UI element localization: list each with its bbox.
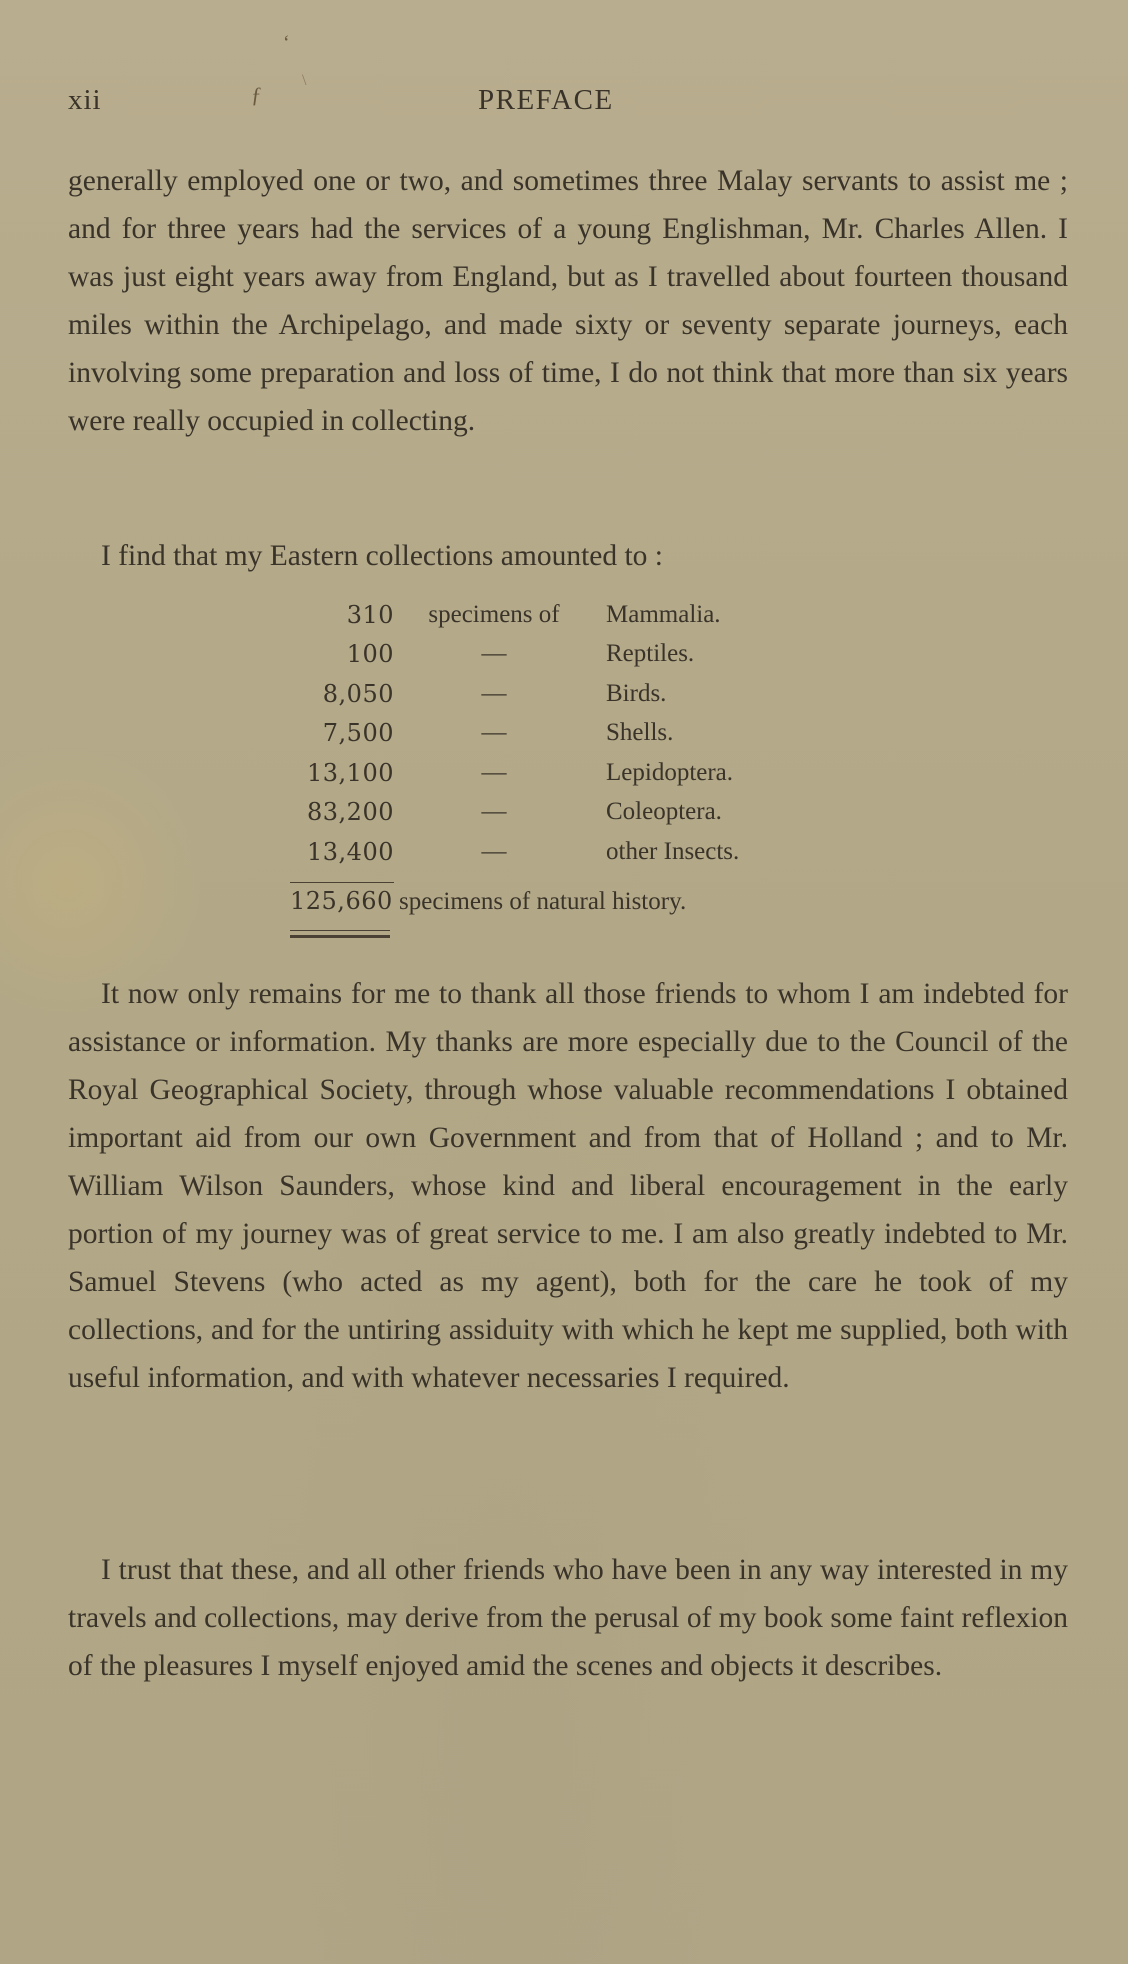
class-cell: Birds. (606, 679, 667, 707)
ink-speck: ‘ (283, 32, 290, 54)
ink-speck: ƒ (251, 82, 262, 107)
count-cell: 8,050 (322, 679, 394, 708)
unit-cell: — (481, 798, 507, 826)
class-cell: Shells. (606, 719, 674, 747)
paragraph-2 (68, 532, 1068, 580)
page-number: xii (68, 84, 102, 116)
paragraph-text: It now only remains for me to thank all those friends to whom I am indebted for assistance or information. My thanks are more especially due to the Council of the Royal Geographical Society, through whose valuable recommendations I obtained important aid from our own Government and from that of Holland ; and to Mr. William Wilson Saunders, whose kind and liberal encouragement in the early portion of my journey was of great service to me. I am also greatly indebted to Mr. Samuel Stevens (who acted as my agent), both for the care he took of my collections, and for the untiring assiduity with which he kept me supplied, both with useful information, and with whatever necessaries I required. (68, 978, 1068, 1394)
class-cell: Lepidoptera. (606, 758, 734, 786)
table-row (270, 635, 739, 675)
table-row (270, 832, 739, 872)
running-title: PREFACE (478, 84, 614, 116)
count-cell: 7,500 (322, 719, 394, 748)
class-cell: Reptiles. (606, 640, 695, 668)
count-cell: 310 (346, 600, 394, 629)
paragraph-text: I trust that these, and all other friends who have been in any way interested in my travels and collections, may derive from the perusal of my book some faint reflexion of the pleasures I myself enjoyed amid the scenes and objects it describes. (68, 1554, 1068, 1682)
table-row (270, 753, 739, 793)
count-cell: 13,100 (307, 758, 394, 787)
double-rule (290, 935, 390, 938)
paragraph-4 (68, 1546, 1068, 1690)
paragraph-text: I find that my Eastern collections amounted to : (101, 540, 663, 572)
class-cell: Mammalia. (606, 600, 721, 628)
unit-cell: — (481, 837, 507, 865)
total-label: specimens of natural history. (399, 888, 687, 915)
ink-speck: \ (302, 72, 307, 89)
unit-cell: — (481, 679, 507, 707)
table-row (270, 595, 739, 635)
table-row (270, 714, 739, 754)
count-cell: 13,400 (307, 837, 394, 866)
count-cell: 83,200 (307, 798, 394, 827)
paragraph-3 (68, 970, 1068, 1402)
total-row (290, 887, 686, 916)
total-count: 125,660 (290, 887, 393, 915)
unit-cell: — (481, 719, 507, 747)
collections-table (270, 595, 739, 872)
class-cell: Coleoptera. (606, 798, 722, 826)
sum-rule (290, 882, 394, 883)
unit-cell: specimens of (428, 600, 560, 628)
count-cell: 100 (346, 640, 394, 669)
paragraph-text: generally employed one or two, and sometimes three Malay servants to assist me ; and for three years had the services of a young Englishman, Mr. Charles Allen. I was just eight years away from England, but as I travelled about fourteen thousand miles within the Archipelago, and made sixty or seventy separate journeys, each involving some preparation and loss of time, I do not think that more than six years were really occupied in collecting. (68, 165, 1068, 437)
table-row (270, 674, 739, 714)
class-cell: other Insects. (606, 837, 740, 865)
unit-cell: — (481, 640, 507, 668)
double-rule (290, 930, 390, 931)
paragraph-1 (68, 157, 1068, 445)
unit-cell: — (481, 758, 507, 786)
table-row (270, 793, 739, 833)
page-header (68, 80, 1068, 120)
